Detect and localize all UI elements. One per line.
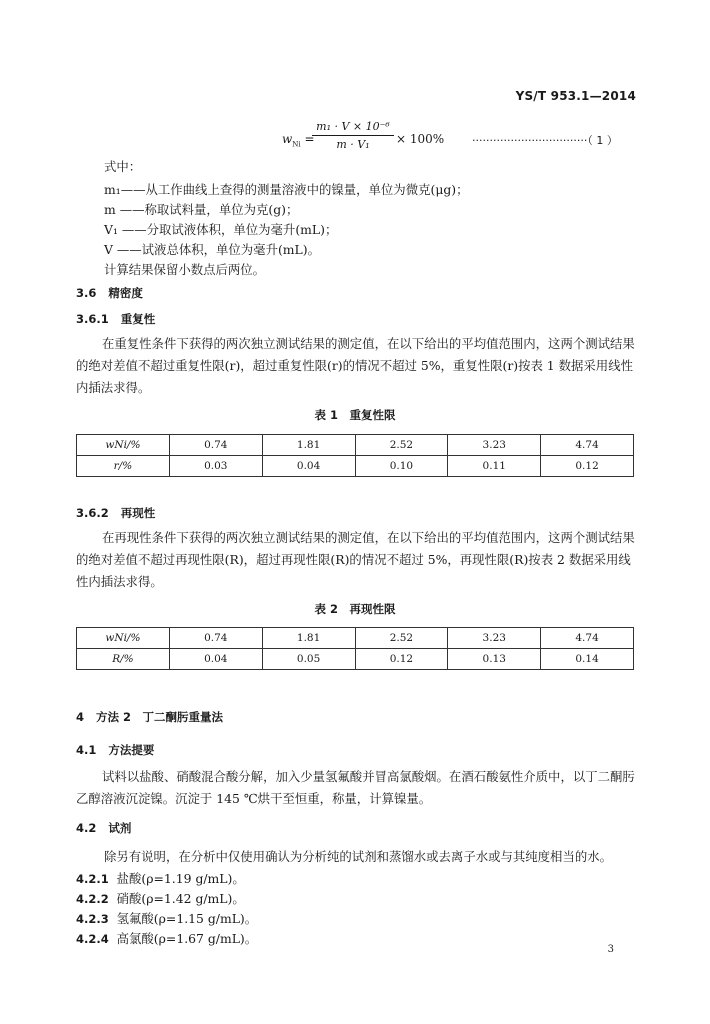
- section-4-1-paragraph: 试料以盐酸、硝酸混合酸分解，加入少量氢氟酸并冒高氯酸烟。在酒石酸氨性介质中，以丁二酮肟乙醇溶液沉淀镍。沉淀于 145 ℃烘干至恒重，称量，计算镍量。: [76, 769, 635, 806]
- formula-denominator: m · V₁: [336, 138, 370, 151]
- section-3-6-1-paragraph: 在重复性条件下获得的两次独立测试结果的测定值，在以下给出的平均值范围内，这两个测试结果的绝对差值不超过重复性限(r)，超过重复性限(r)的情况不超过 5%，重复性限(r)按表 1 数据采用线性内插法求得。: [76, 336, 635, 395]
- table-cell: 0.04: [262, 456, 355, 477]
- formula-number: （ 1 ）: [587, 134, 618, 147]
- where-note: 计算结果保留小数点后两位。: [104, 262, 266, 277]
- section-4-heading: 4 方法 2 丁二酮肟重量法: [76, 710, 224, 724]
- table-cell: 3.23: [448, 628, 541, 649]
- table-1-caption: 表 1 重复性限: [314, 408, 396, 422]
- table-cell: 0.13: [448, 649, 541, 670]
- table-cell: 0.12: [541, 456, 634, 477]
- table-cell: 4.74: [541, 628, 634, 649]
- table-cell: 2.52: [355, 435, 448, 456]
- table-cell: 0.04: [169, 649, 262, 670]
- section-3-6-heading: 3.6 精密度: [76, 286, 143, 300]
- formula-1: [282, 120, 642, 156]
- formula-lhs: $w_{Ni}$ =: [282, 132, 315, 149]
- table-cell: 0.12: [355, 649, 448, 670]
- table-cell: 0.14: [541, 649, 634, 670]
- table-cell: 0.03: [169, 456, 262, 477]
- table-row: [77, 649, 634, 670]
- table-cell: 4.74: [541, 435, 634, 456]
- reagent-item: 4.2.4 高氯酸(ρ=1.67 g/mL)。: [76, 931, 258, 946]
- standard-code: YS/T 953.1—2014: [515, 89, 636, 103]
- table-cell: 0.74: [169, 628, 262, 649]
- table-2: [76, 627, 634, 670]
- section-4-2-paragraph: 除另有说明，在分析中仅使用确认为分析纯的试剂和蒸馏水或去离子水或与其纯度相当的水。: [104, 849, 613, 864]
- section-4-2-heading: 4.2 试剂: [76, 821, 132, 835]
- table-cell: 0.05: [262, 649, 355, 670]
- table-1: [76, 434, 634, 477]
- table-2-caption: 表 2 再现性限: [314, 602, 396, 616]
- table-row: [77, 628, 634, 649]
- section-4-1-heading: 4.1 方法提要: [76, 743, 155, 757]
- table-cell: R/%: [77, 649, 170, 670]
- where-title: 式中：: [104, 159, 142, 174]
- where-item-m1: m₁——从工作曲线上查得的测量溶液中的镍量，单位为微克(μg)；: [104, 182, 469, 197]
- table-cell: 0.74: [169, 435, 262, 456]
- section-3-6-2-heading: 3.6.2 再现性: [76, 506, 156, 520]
- where-item-v: V ——试液总体积，单位为毫升(mL)。: [104, 242, 321, 257]
- section-3-6-2-paragraph: 在再现性条件下获得的两次独立测试结果的测定值，在以下给出的平均值范围内，这两个测试结果的绝对差值不超过再现性限(R)，超过再现性限(R)的情况不超过 5%，再现性限(R)按表 2 数据采用线性内插法求得。: [76, 530, 635, 589]
- table-cell: wNi/%: [77, 435, 170, 456]
- table-cell: wNi/%: [77, 628, 170, 649]
- where-item-v1: V₁ ——分取试液体积，单位为毫升(mL)；: [104, 222, 338, 237]
- page-number: 3: [607, 944, 614, 955]
- formula-leader-dots: ·································（ 1 ）: [472, 134, 618, 147]
- table-cell: 0.11: [448, 456, 541, 477]
- table-cell: 2.52: [355, 628, 448, 649]
- table-cell: 0.10: [355, 456, 448, 477]
- table-cell: 1.81: [262, 628, 355, 649]
- section-3-6-1-heading: 3.6.1 重复性: [76, 312, 156, 326]
- table-cell: 3.23: [448, 435, 541, 456]
- formula-fraction: [312, 120, 394, 151]
- where-item-m: m ——称取试料量，单位为克(g)；: [104, 202, 299, 217]
- table-cell: r/%: [77, 456, 170, 477]
- reagent-item: 4.2.2 硝酸(ρ=1.42 g/mL)。: [76, 891, 245, 906]
- formula-percent: × 100%: [396, 132, 445, 146]
- reagent-item: 4.2.3 氢氟酸(ρ=1.15 g/mL)。: [76, 911, 258, 926]
- fraction-bar: [312, 135, 394, 136]
- formula-numerator: m₁ · V × 10⁻⁶: [316, 120, 390, 133]
- table-row: [77, 435, 634, 456]
- reagent-item: 4.2.1 盐酸(ρ=1.19 g/mL)。: [76, 871, 245, 886]
- table-row: [77, 456, 634, 477]
- table-cell: 1.81: [262, 435, 355, 456]
